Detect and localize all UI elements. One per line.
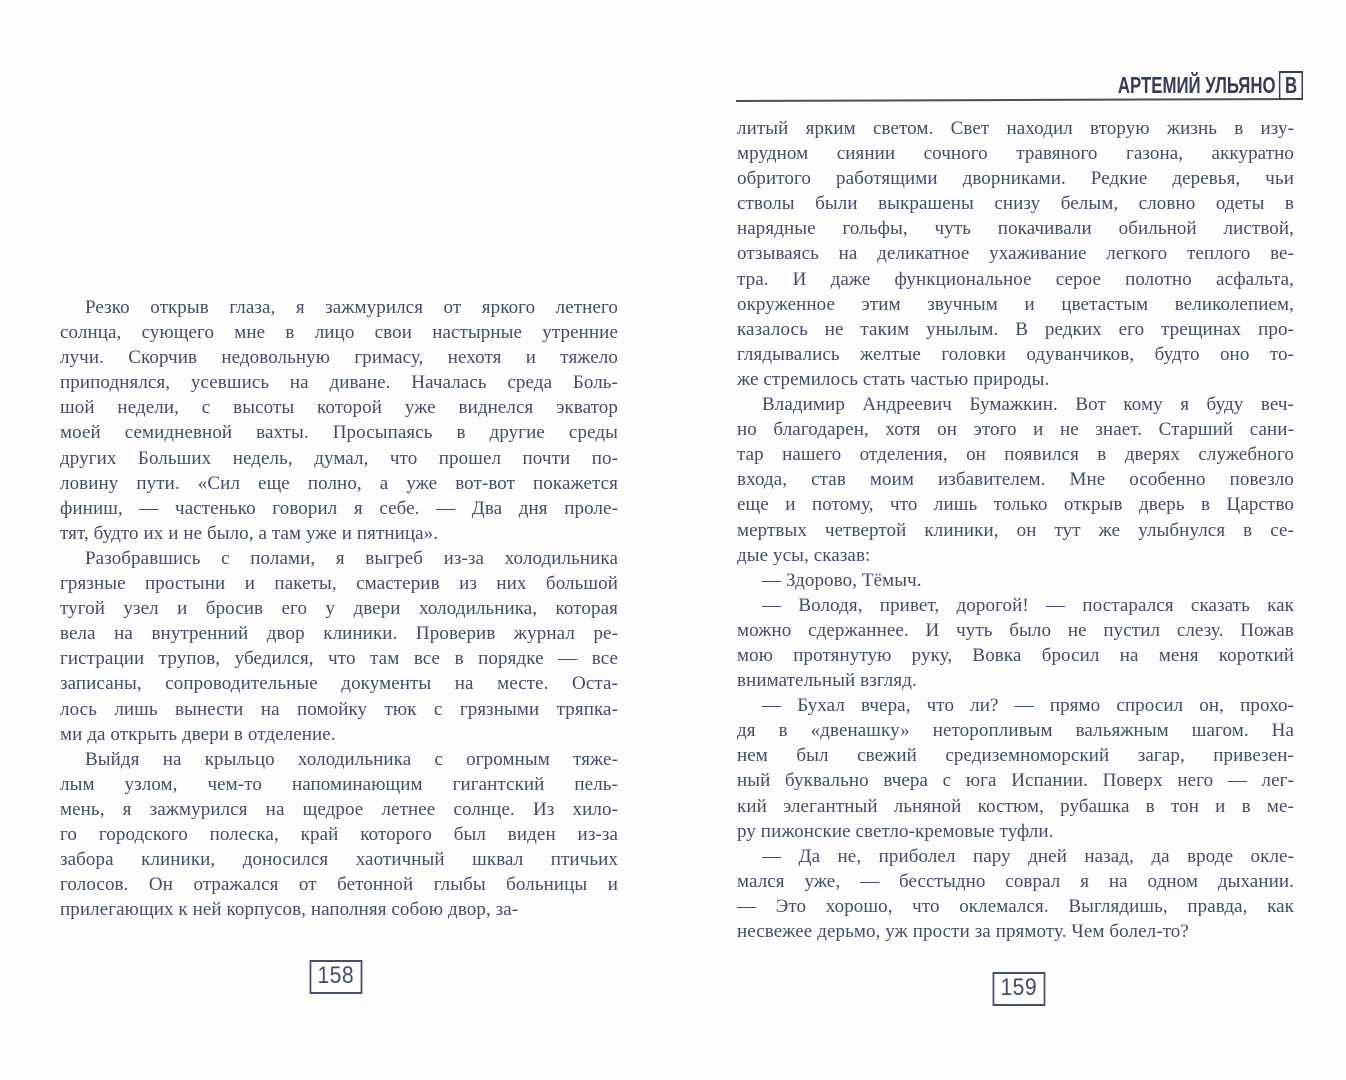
text-line: Резко открыв глаза, я зажмурился от яркого летнего — [85, 297, 618, 318]
text-line: записаны, сопроводительные документы на месте. Оста- — [60, 673, 618, 695]
text-line: же стремилось стать частью природы. — [737, 368, 1050, 390]
text-line: ловину пути. «Сил еще полно, а уже вот-вот покажется — [60, 472, 618, 494]
paragraph — [60, 295, 618, 546]
text-line: тугой узел и бросив его у двери холодильника, которая — [60, 598, 618, 620]
text-line: ру пижонские светло-кремовые туфли. — [737, 820, 1054, 842]
text-line: но благодарен, хотя он этого и не знает. Старший сани- — [737, 419, 1294, 441]
left-page-text — [60, 295, 618, 922]
text-line: нем был свежий средиземноморский загар, привезен- — [737, 745, 1294, 767]
text-line: лым узлом, чем-то напоминающим гигантский пель- — [60, 773, 618, 795]
paragraph — [737, 116, 1294, 392]
text-line: Выйдя на крыльцо холодильника с огромным тяже- — [85, 748, 618, 770]
right-page-text — [737, 116, 1294, 944]
text-line: обритого работящими дворниками. Редкие деревья, чьи — [737, 168, 1294, 190]
running-head — [890, 70, 1303, 100]
text-line: дя в «двенашку» неторопливым вальяжным шагом. На — [737, 720, 1294, 742]
text-line: казалось не таким унылым. В редких его трещинах про- — [737, 318, 1294, 340]
paragraph — [60, 747, 618, 923]
text-line: ный буквально вчера с юга Испании. Поверх него — лег- — [737, 770, 1294, 792]
paragraph — [737, 568, 1294, 593]
text-line: — Здорово, Тёмыч. — [762, 569, 922, 591]
text-line: — Это хорошо, что оклемался. Выглядишь, правда, как — [737, 895, 1294, 917]
text-line: дые усы, сказав: — [737, 544, 871, 566]
text-line: отзываясь на деликатное ухаживание легкого теплого ве- — [737, 243, 1294, 265]
text-line: забора клиники, доносился хаотичный шквал птичьих — [60, 849, 618, 871]
text-line: окруженное этим звучным и цветастым великолепием, — [737, 293, 1294, 315]
paragraph — [737, 844, 1294, 944]
paragraph — [60, 546, 618, 747]
text-line: гистрации трупов, убедился, что там все в порядке — все — [60, 648, 618, 670]
paragraph — [737, 693, 1294, 844]
text-line: внимательный взгляд. — [737, 670, 917, 692]
text-line: тар нашего отделения, он появился в дверях служебного — [737, 444, 1294, 466]
text-line: мался уже, — бесстыдно соврал я на одном дыхании. — [737, 870, 1294, 892]
text-line: входа, став моим избавителем. Мне особенно повезло — [737, 469, 1294, 491]
text-line: солнца, сующего мне в лицо свои настырные утренние — [60, 322, 618, 344]
text-line: Владимир Андреевич Бумажкин. Вот кому я буду веч- — [762, 394, 1294, 416]
text-line: ми да открыть двери в отделение. — [60, 723, 336, 745]
text-line: — Бухал вчера, что ли? — прямо спросил он, прохо- — [762, 695, 1294, 717]
text-line: нарядные гольфы, чуть покачивали обильной листвой, — [737, 218, 1294, 240]
paragraph — [737, 593, 1294, 693]
text-line: прилегающих к ней корпусов, наполняя собою двор, за- — [60, 899, 519, 921]
text-line: — Володя, привет, дорогой! — постарался сказать как — [762, 594, 1294, 616]
text-line: несвежее дерьмо, уж прости за прямоту. Чем болел-то? — [737, 921, 1189, 942]
text-line: стволы были выкрашены снизу белым, словно одеты в — [737, 193, 1294, 215]
text-line: мою протянутую руку, Вовка бросил на меня короткий — [737, 644, 1294, 666]
text-line: мень, я зажмурился на щедрое летнее солнце. Из хило- — [60, 798, 618, 820]
text-line: можно сдержаннее. И чуть было не пустил слезу. Пожав — [737, 619, 1294, 641]
text-line: мертвых четвертой клиники, он тут же улыбнулся в се- — [737, 519, 1294, 541]
paragraph — [737, 392, 1294, 568]
text-line: моей семидневной вахты. Просыпаясь в другие среды — [60, 422, 618, 444]
text-line: голосов. Он отражался от бетонной глыбы больницы и — [60, 874, 618, 896]
text-line: Разобравшись с полами, я выгреб из-за холодильника — [85, 547, 618, 569]
text-line: литый ярким светом. Свет находил вторую жизнь в изу- — [737, 118, 1294, 139]
text-line: лучи. Скорчив недовольную гримасу, нехотя и тяжело — [60, 347, 618, 369]
running-head-author: АРТЕМИЙ УЛЬЯНО — [1117, 71, 1276, 98]
running-head-boxed-letter: В — [1279, 71, 1303, 100]
page-number-left: 158 — [310, 960, 362, 994]
text-line: вела на внутренний двор клиники. Проверив журнал ре- — [60, 623, 618, 645]
text-line: шой недели, с высоты которой уже виднелся экватор — [60, 397, 618, 419]
page-number-right: 159 — [993, 972, 1045, 1006]
text-line: мрудном сиянии сочного травяного газона, аккуратно — [737, 143, 1294, 165]
text-line: глядывались желтые головки одуванчиков, будто оно то- — [737, 343, 1294, 365]
text-line: финиш, — частенько говорил я себе. — Два дня проле- — [60, 497, 618, 519]
text-line: тра. И даже функциональное серое полотно асфальта, — [737, 268, 1294, 290]
text-line: кий элегантный льняной костюм, рубашка в тон и в ме- — [737, 795, 1294, 817]
text-line: других Больших недель, думал, что прошел почти по- — [60, 447, 618, 469]
text-line: — Да не, приболел пару дней назад, да вроде окле- — [762, 845, 1294, 867]
text-line: го городского полеска, край которого был виден из-за — [60, 823, 618, 845]
text-line: лось лишь вынести на помойку тюк с грязными тряпка- — [60, 698, 618, 720]
text-line: приподнялся, усевшись на диване. Началась среда Боль- — [60, 372, 618, 394]
text-line: еще и потому, что лишь только открыв дверь в Царство — [737, 494, 1294, 516]
text-line: грязные простыни и пакеты, смастерив из них большой — [60, 573, 618, 595]
running-head-rule — [736, 98, 1297, 102]
text-line: тят, будто их и не было, а там уже и пятница». — [60, 522, 439, 544]
